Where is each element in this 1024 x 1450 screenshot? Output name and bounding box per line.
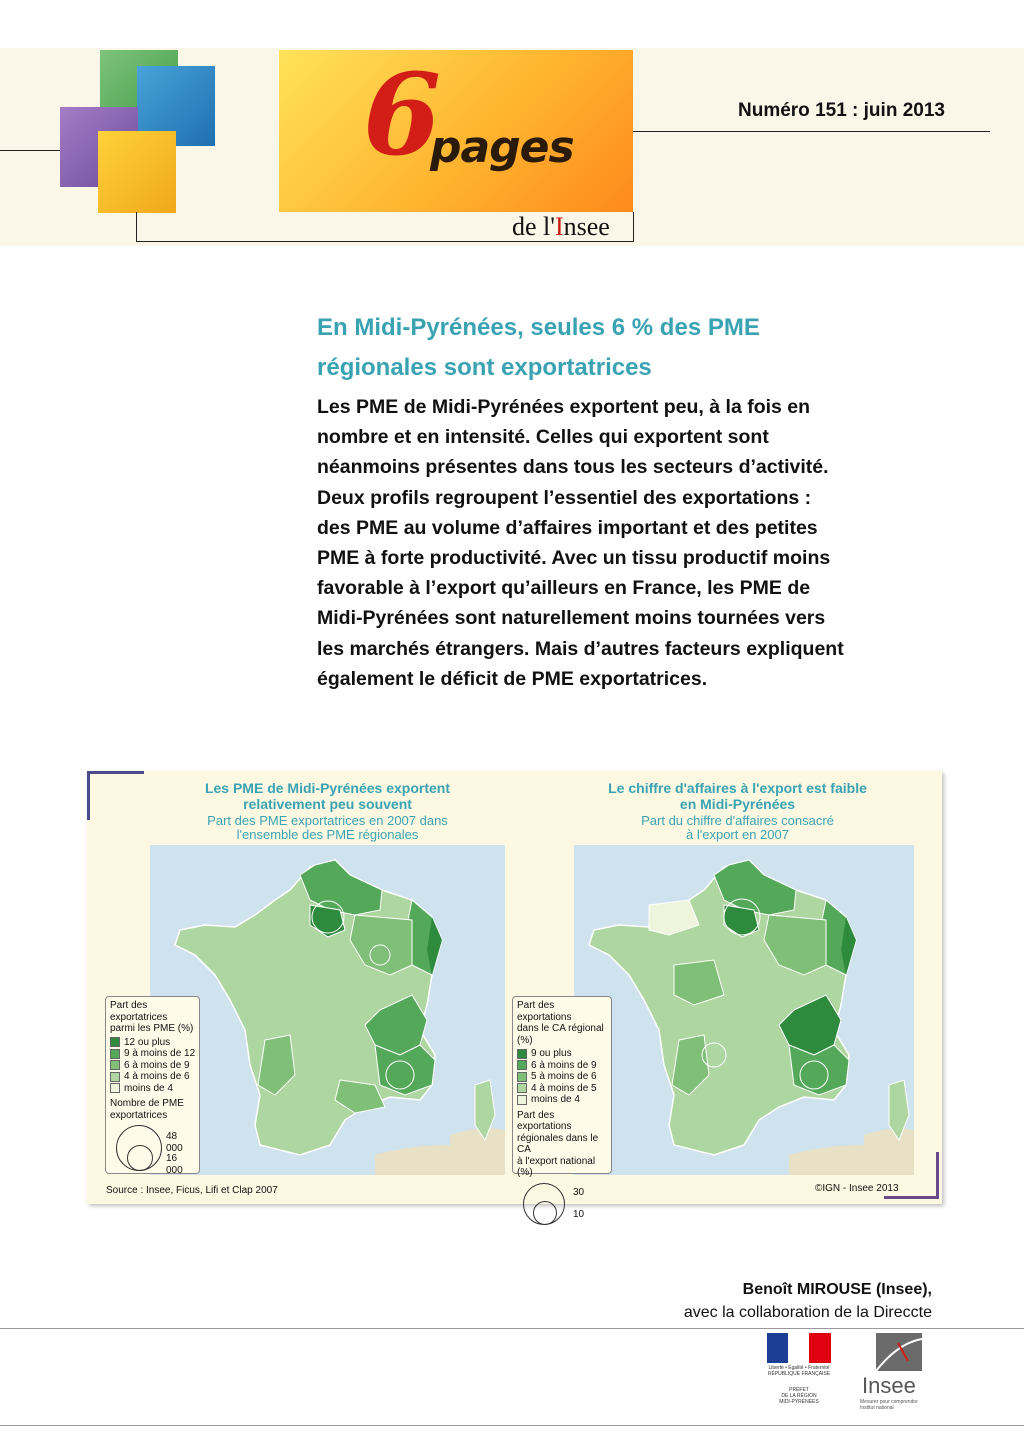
rf-motto-line: RÉPUBLIQUE FRANÇAISE (767, 1371, 831, 1377)
legend-heading-line: Part des exportatrices (110, 1000, 168, 1023)
footer-rule-bottom (0, 1425, 1024, 1426)
insee-wordmark: Insee (862, 1373, 916, 1398)
legend-swatch (517, 1049, 527, 1059)
lead-line: favorable à l’export qu’ailleurs en France, les PME de (317, 577, 811, 600)
lead-line: nombre et en intensité. Celles qui exportent sont (317, 426, 769, 449)
prefecture-name-line: MIDI-PYRÉNÉES (779, 1399, 819, 1405)
legend-class-row (110, 1048, 195, 1060)
legend-class-row (517, 1094, 607, 1106)
panel-corner-top-left (87, 771, 144, 820)
brand-subtitle (512, 212, 610, 242)
legend-bubble-value: 16 000 (166, 1153, 183, 1176)
legend-swatch (110, 1083, 120, 1093)
legend-swatch (517, 1072, 527, 1082)
map-left-sub-line: l'ensemble des PME régionales (236, 827, 419, 842)
legend-size-heading (517, 1110, 607, 1179)
brand-sub-prefix: de l' (512, 212, 555, 241)
legend-class-label: 4 à moins de 5 (531, 1082, 597, 1094)
map-left-title (150, 780, 505, 812)
map-right-title-line: en Midi-Pyrénées (679, 796, 796, 812)
map-left-france (150, 845, 505, 1175)
legend-heading-line: dans le CA régional (%) (517, 1023, 604, 1046)
lead-line: Deux profils regroupent l’essentiel des exportations : (317, 486, 812, 509)
map-copyright: ©IGN - Insee 2013 (815, 1183, 899, 1194)
legend-size-heading (110, 1098, 195, 1121)
legend-size-heading-line: Nombre de PME (110, 1098, 184, 1109)
map-left-title-line: relativement peu souvent (243, 796, 412, 812)
lead-line: Midi-Pyrénées sont naturellement moins tournées vers (317, 607, 826, 630)
legend-class-label: moins de 4 (124, 1082, 173, 1094)
map-left-subtitle (150, 814, 505, 842)
legend-class-row (110, 1037, 195, 1049)
legend-class-row (517, 1071, 607, 1083)
title-line: régionales sont exportatrices (317, 354, 652, 381)
title-line: En Midi-Pyrénées, seules 6 % des PME (317, 314, 760, 341)
map-right-subtitle (560, 814, 915, 842)
legend-class-label: 5 à moins de 6 (531, 1071, 597, 1082)
map-left-legend (105, 996, 200, 1174)
legend-heading (110, 1000, 195, 1035)
legend-class-label: 12 ou plus (124, 1036, 171, 1048)
legend-class-row (110, 1083, 195, 1095)
legend-class-label: 9 ou plus (531, 1048, 572, 1059)
legend-bubble-small (533, 1201, 557, 1225)
insee-tagline-line: Mesurer pour comprendre (860, 1399, 918, 1405)
legend-heading-line: Part des exportations (517, 1000, 572, 1023)
map-right-france (574, 845, 914, 1175)
map-right-legend (512, 996, 612, 1220)
legend-bubble-value: 30 (573, 1186, 585, 1198)
legend-class-label: 6 à moins de 9 (531, 1059, 597, 1071)
prefecture-name-line: PRÉFET (789, 1387, 809, 1393)
legend-swatch (110, 1037, 120, 1047)
legend-heading (517, 1000, 607, 1046)
rf-motto (763, 1365, 835, 1377)
logo-square-yellow (98, 131, 176, 213)
legend-swatch (110, 1072, 120, 1082)
prefecture-name-line: DE LA RÉGION (781, 1393, 817, 1399)
insee-mark-icon (868, 1333, 924, 1373)
issue-number: Numéro 151 : juin 2013 (738, 100, 945, 121)
legend-size-heading-line: régionales dans le CA (517, 1132, 599, 1155)
map-right-sub-line: Part du chiffre d'affaires consacré (641, 813, 834, 828)
legend-class-row (517, 1060, 607, 1072)
map-right-title (560, 780, 915, 812)
lead-line: des PME au volume d’affaires important et des petites (317, 516, 818, 539)
map-left-sub-line: Part des PME exportatrices en 2007 dans (207, 813, 448, 828)
insee-tagline (860, 1399, 930, 1411)
legend-class-label: 6 à moins de 9 (124, 1059, 190, 1071)
map-left-share-exporting-sme (150, 845, 505, 1175)
map-source: Source : Insee, Ficus, Lifi et Clap 2007 (106, 1185, 278, 1196)
legend-class-label: moins de 4 (531, 1094, 580, 1105)
brand-number: 6 (363, 50, 441, 181)
legend-swatch (517, 1060, 527, 1070)
legend-heading-line: parmi les PME (%) (110, 1023, 194, 1034)
article-lead (317, 392, 937, 694)
lead-line: également le déficit de PME exportatrices. (317, 667, 708, 690)
masthead-rule-right (633, 131, 990, 132)
legend-swatch (517, 1095, 527, 1105)
legend-swatch (110, 1049, 120, 1059)
author: Benoît MIROUSE (Insee), (742, 1281, 932, 1298)
insee-tagline-line: Institut national (860, 1405, 894, 1411)
lead-line: Les PME de Midi-Pyrénées exportent peu, à la fois en (317, 396, 811, 418)
legend-bubbles (517, 1181, 607, 1227)
prefecture-logo (763, 1333, 835, 1413)
map-right-title-line: Le chiffre d'affaires à l'export est faible (608, 780, 867, 796)
brand-sub-highlight: I (554, 212, 564, 241)
legend-class-label: 4 à moins de 6 (124, 1071, 190, 1082)
brand-sub-rest: nsee (563, 212, 610, 241)
french-flag-icon (767, 1333, 831, 1363)
map-right-export-turnover (574, 845, 914, 1175)
legend-swatch (517, 1083, 527, 1093)
legend-class-row (110, 1060, 195, 1072)
legend-bubble-value: 10 (573, 1208, 585, 1220)
legend-size-heading-line: à l'export national (%) (517, 1155, 596, 1178)
legend-bubbles (110, 1123, 195, 1183)
rf-motto-line: Liberté • Égalité • Fraternité (768, 1365, 830, 1371)
footer-rule-top (0, 1328, 1024, 1329)
lead-line: néanmoins présentes dans tous les secteurs d’activité. (317, 456, 829, 479)
legend-class-row (110, 1071, 195, 1083)
article-title (317, 308, 877, 388)
legend-class-row (517, 1048, 607, 1060)
legend-class-row (517, 1083, 607, 1095)
lead-line: les marchés étrangers. Mais d’autres facteurs expliquent (317, 637, 844, 660)
legend-bubble-small (127, 1145, 153, 1171)
brand-word: pages (430, 122, 574, 173)
map-right-sub-line: à l'export en 2007 (686, 827, 789, 842)
legend-swatch (110, 1060, 120, 1070)
map-left-title-line: Les PME de Midi-Pyrénées exportent (204, 780, 451, 796)
lead-line: PME à forte productivité. Avec un tissu productif moins (317, 547, 831, 570)
legend-size-heading-line: exportatrices (110, 1109, 168, 1121)
legend-class-label: 9 à moins de 12 (124, 1048, 196, 1059)
legend-size-heading-line: Part des exportations (517, 1109, 572, 1132)
legend-bubble-value: 48 000 (166, 1131, 183, 1154)
prefecture-name (763, 1387, 835, 1405)
collaboration: avec la collaboration de la Direccte (683, 1304, 932, 1321)
insee-logo (858, 1333, 928, 1415)
